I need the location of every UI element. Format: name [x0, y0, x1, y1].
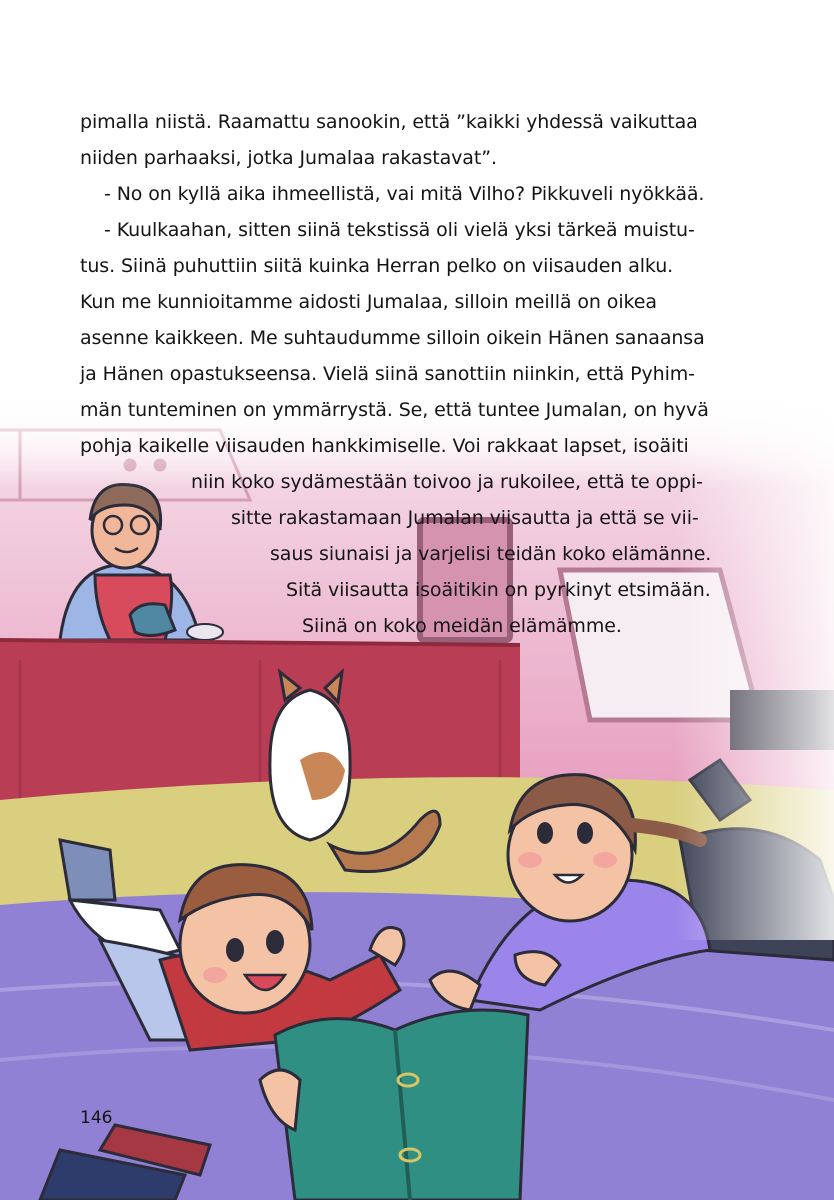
text-line: ja Hänen opastukseensa. Vielä siinä sanottiin niinkin, että Pyhim- [80, 363, 695, 385]
text-line: Siinä on koko meidän elämämme. [302, 615, 622, 637]
text-line: sitte rakastamaan Jumalan viisautta ja että se vii- [231, 507, 699, 529]
text-line: - Kuulkaahan, sitten siinä tekstissä oli vielä yksi tärkeä muistu- [104, 219, 695, 241]
text-line: saus siunaisi ja varjelisi teidän koko elämänne. [270, 543, 712, 565]
text-line: pimalla niistä. Raamattu sanookin, että ”kaikki yhdessä vaikuttaa [80, 111, 698, 133]
text-line: tus. Siinä puhuttiin siitä kuinka Herran pelko on viisauden alku. [80, 255, 674, 277]
text-line: pohja kaikelle viisauden hankkimiselle. Voi rakkaat lapset, isoäiti [80, 435, 689, 457]
text-line: asenne kaikkeen. Me suhtaudumme silloin oikein Hänen sanaansa [80, 327, 705, 349]
text-line: män tunteminen on ymmärrystä. Se, että tuntee Jumalan, on hyvä [80, 399, 709, 421]
page-number: 146 [80, 1108, 113, 1128]
text-line: - No on kyllä aika ihmeellistä, vai mitä Vilho? Pikkuveli nyökkää. [104, 183, 705, 205]
text-line: niin koko sydämestään toivoo ja rukoilee, että te oppi- [191, 471, 703, 493]
text-line: niiden parhaaksi, jotka Jumalaa rakastavat”. [80, 147, 497, 169]
text-line: Sitä viisautta isoäitikin on pyrkinyt etsimään. [286, 579, 711, 601]
text-line: Kun me kunnioitamme aidosti Jumalaa, silloin meillä on oikea [80, 291, 657, 313]
open-book [260, 1010, 528, 1200]
